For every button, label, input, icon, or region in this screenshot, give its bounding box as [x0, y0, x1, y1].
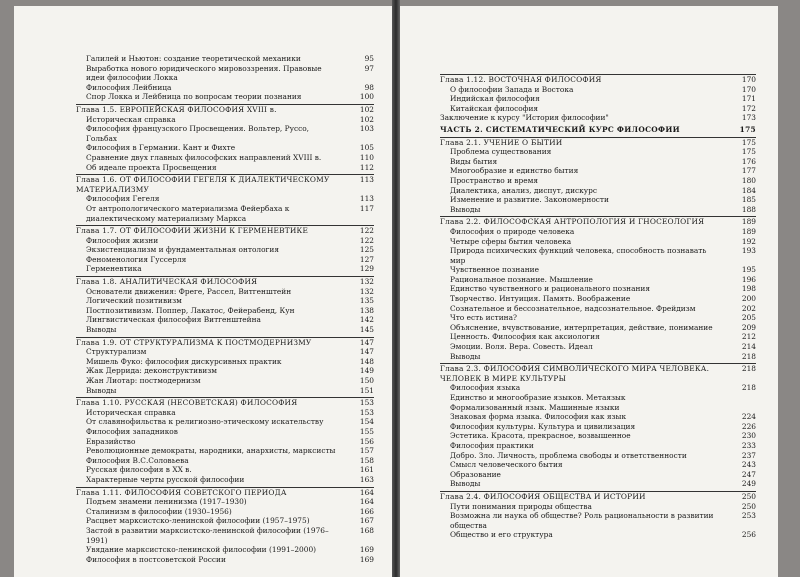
toc-entry [440, 94, 756, 104]
toc-chapter-entry [440, 137, 756, 148]
toc-entry [76, 296, 374, 306]
toc-entry-title: Знаковая форма языка. Философия как язык [450, 412, 627, 422]
toc-entry-title: Подъем знамени ленинизма (1917–1930) [86, 497, 247, 507]
toc-entry-page-number: 168 [359, 525, 374, 535]
toc-entry-page-number: 189 [741, 226, 756, 236]
toc-entry-title: От славянофильства к религиозно-этическому искательству [86, 417, 324, 427]
toc-entry [440, 294, 756, 304]
toc-entry [440, 284, 756, 294]
toc-entry-page-number: 150 [359, 376, 374, 385]
toc-entry-page-number: 102 [359, 114, 374, 124]
toc-entry [76, 325, 374, 335]
toc-entry-page-number: 250 [741, 491, 756, 501]
toc-entry [76, 255, 374, 265]
toc-chapter-entry [440, 491, 756, 502]
toc-entry-page-number: 233 [741, 440, 756, 450]
toc-entry [440, 393, 756, 403]
toc-entry-title: Глава 1.9. ОТ СТРУКТУРАЛИЗМА К ПОСТМОДЕРНИЗМУ [76, 337, 312, 347]
toc-entry-page-number: 180 [741, 175, 756, 185]
toc-chapter-entry [440, 363, 756, 383]
toc-entry-page-number: 161 [359, 465, 374, 475]
toc-entry-page-number: 249 [741, 479, 756, 489]
toc-entry-title: Смысл человеческого бытия [450, 460, 563, 470]
toc-entry-page-number: 177 [741, 166, 756, 176]
toc-entry [440, 431, 756, 441]
toc-entry [440, 451, 756, 461]
toc-entry-page-number: 185 [741, 195, 756, 205]
toc-entry-page-number: 147 [359, 337, 374, 347]
toc-entry-title: Революционные демократы, народники, анархисты, марксисты [86, 446, 336, 456]
toc-entry-title: Выводы [450, 351, 481, 361]
toc-entry-title: Глава 1.11. ФИЛОСОФИЯ СОВЕТСКОГО ПЕРИОДА [76, 487, 287, 497]
toc-entry [440, 502, 756, 512]
toc-entry-page-number: 196 [741, 274, 756, 284]
toc-entry-title: Сталинизм в философии (1930–1956) [86, 506, 232, 516]
toc-entry-page-number: 155 [359, 426, 374, 436]
toc-entry-page-number: 156 [359, 436, 374, 446]
toc-entry-title: Глава 2.1. УЧЕНИЕ О БЫТИИ [440, 137, 563, 147]
toc-entry [76, 545, 374, 555]
toc-entry-title: Добро. Зло. Личность, проблема свободы и ответственности [450, 450, 687, 460]
toc-entry-page-number: 184 [741, 185, 756, 195]
toc-entry-title: Об идеале проекта Просвещения [86, 162, 217, 172]
toc-entry-page-number: 166 [359, 506, 374, 516]
toc-entry-title: Галилей и Ньютон: создание теоретической механики [86, 54, 301, 63]
toc-entry [76, 437, 374, 447]
toc-entry [440, 441, 756, 451]
toc-entry-title: Жан Лиотар: постмодернизм [86, 376, 201, 385]
toc-entry-page-number: 175 [741, 137, 756, 147]
toc-entry-page-number: 202 [741, 303, 756, 313]
toc-entry [440, 342, 756, 352]
toc-chapter-entry [76, 225, 374, 236]
toc-entry-title: Единство и многообразие языков. Метаязык [450, 393, 626, 402]
toc-entry [76, 153, 374, 163]
toc-entry-page-number: 138 [359, 305, 374, 315]
toc-entry-title: Философия культуры. Культура и цивилизация [450, 421, 636, 431]
toc-entry-page-number: 147 [359, 347, 374, 357]
toc-chapter-entry [76, 104, 374, 115]
toc-entry-page-number: 151 [359, 385, 374, 395]
toc-entry [76, 366, 374, 376]
toc-entry-title: Природа психических функций человека, способность познавать мир [450, 246, 707, 265]
book-spine [392, 0, 400, 577]
toc-entry-page-number: 113 [359, 175, 374, 185]
toc-entry-title: Сознательное и бессознательное, надсознательное. Фрейдизм [450, 303, 696, 313]
toc-entry-title: Философия в Германии. Кант и Фихте [86, 143, 236, 153]
toc-entry [76, 236, 374, 246]
toc-entry [440, 412, 756, 422]
toc-entry-page-number: 117 [359, 203, 374, 213]
toc-entry-title: Жак Деррида: деконструктивизм [86, 366, 217, 376]
toc-entry [440, 479, 756, 489]
toc-entry-title: Застой в развитии марксистско-ленинской философии (1976–1991) [86, 525, 329, 545]
toc-entry-page-number: 198 [741, 284, 756, 294]
toc-entry-page-number: 103 [359, 124, 374, 134]
toc-entry-page-number: 97 [364, 63, 374, 73]
toc-entry-page-number: 95 [364, 54, 374, 63]
toc-entry-title: Что есть истина? [450, 313, 517, 323]
toc-entry [440, 166, 756, 176]
toc-entry [440, 332, 756, 342]
toc-entry [440, 195, 756, 205]
toc-entry [440, 176, 756, 186]
toc-entry-page-number: 105 [359, 143, 374, 153]
toc-entry-title: Глава 2.4. ФИЛОСОФИЯ ОБЩЕСТВА И ИСТОРИИ [440, 491, 646, 501]
toc-entry-page-number: 122 [359, 226, 374, 236]
toc-entry-title: Глава 2.3. ФИЛОСОФИЯ СИМВОЛИЧЕСКОГО МИРА ЧЕЛОВЕКА. ЧЕЛОВЕК В МИРЕ КУЛЬТУРЫ [440, 364, 710, 383]
toc-chapter-entry [440, 216, 756, 227]
toc-entry-page-number: 247 [741, 469, 756, 479]
toc-entry-page-number: 256 [741, 530, 756, 540]
toc-entry-title: Философия Лейбница [86, 82, 172, 92]
toc-entry-title: Структурализм [86, 347, 147, 357]
toc-chapter-entry [76, 276, 374, 287]
toc-entry-title: Логический позитивизм [86, 296, 182, 306]
toc-entry-title: Постпозитивизм. Поппер, Лакатос, Фейерабенд, Кун [86, 305, 295, 315]
toc-entry-page-number: 226 [741, 421, 756, 431]
toc-entry-title: Заключение к курсу "История философии" [440, 113, 609, 123]
toc-entry-title: Глава 1.8. АНАЛИТИЧЕСКАЯ ФИЛОСОФИЯ [76, 277, 258, 287]
toc-entry-page-number: 218 [741, 351, 756, 361]
toc-entry-page-number: 167 [359, 516, 374, 526]
toc-entry [76, 526, 374, 545]
toc-chapter-entry [76, 487, 374, 498]
toc-entry-page-number: 102 [359, 104, 374, 114]
toc-entry-page-number: 129 [359, 264, 374, 274]
toc-entry [440, 113, 756, 123]
toc-entry-page-number: 212 [741, 332, 756, 342]
toc-entry-title: Творчество. Интуиция. Память. Воображение [450, 294, 631, 304]
toc-entry [440, 275, 756, 285]
toc-entry-page-number: 250 [741, 501, 756, 511]
toc-entry-title: Пространство и время [450, 175, 539, 185]
toc-entry-page-number: 153 [359, 398, 374, 408]
toc-entry-title: Основатели движения: Фреге, Рассел, Витгенштейн [86, 286, 292, 296]
toc-entry [440, 227, 756, 237]
toc-entry-page-number: 188 [741, 204, 756, 214]
toc-entry [440, 352, 756, 362]
toc-entry-title: Индийская философия [450, 94, 540, 104]
toc-entry-title: О философии Запада и Востока [450, 84, 574, 94]
toc-entry [76, 287, 374, 297]
toc-entry [76, 245, 374, 255]
toc-entry-title: Философия практики [450, 440, 534, 450]
toc-entry [76, 386, 374, 396]
toc-entry-title: Эстетика. Красота, прекрасное, возвышенное [450, 431, 631, 441]
toc-entry-page-number: 172 [741, 103, 756, 113]
toc-entry [76, 408, 374, 418]
left-page [14, 6, 392, 577]
toc-entry [440, 205, 756, 215]
toc-entry-page-number: 125 [359, 245, 374, 255]
toc-entry-title: Диалектика, анализ, диспут, дискурс [450, 185, 597, 195]
toc-entry-page-number: 170 [741, 75, 756, 84]
toc-entry-page-number: 214 [741, 342, 756, 352]
toc-entry-page-number: 169 [359, 545, 374, 555]
toc-entry-page-number: 176 [741, 156, 756, 166]
toc-entry [440, 460, 756, 470]
toc-entry [440, 422, 756, 432]
toc-entry-title: Увядание марксистско-ленинской философии (1991–2000) [86, 545, 317, 555]
toc-entry-title: От антропологического материализма Фейербаха к диалектическому материализму Маркса [86, 203, 290, 223]
toc-entry [76, 456, 374, 466]
toc-entry [76, 475, 374, 485]
toc-entry [76, 264, 374, 274]
toc-entry-title: Философия языка [450, 383, 521, 393]
toc-entry [440, 511, 756, 530]
toc-entry [440, 237, 756, 247]
toc-entry-page-number: 171 [741, 94, 756, 104]
toc-entry [76, 92, 374, 102]
toc-entry [76, 555, 374, 565]
toc-entry-page-number: 100 [359, 92, 374, 102]
toc-entry-page-number: 243 [741, 460, 756, 470]
toc-entry-title: Четыре сферы бытия человека [450, 236, 572, 246]
toc-entry-title: Выработка нового юридического мировоззрения. Правовые идеи философии Локка [86, 63, 322, 83]
toc-entry-title: Сравнение двух главных философских направлений XVIII в. [86, 152, 322, 162]
toc-entry-page-number: 164 [359, 497, 374, 507]
toc-chapter-entry [76, 174, 374, 194]
toc-entry [440, 246, 756, 265]
toc-entry [440, 383, 756, 393]
toc-entry-page-number: 148 [359, 356, 374, 366]
toc-entry-page-number: 175 [739, 124, 756, 134]
toc-entry-title: Виды бытия [450, 156, 498, 166]
toc-entry [440, 157, 756, 167]
toc-entry-title: Эмоции. Воля. Вера. Совесть. Идеал [450, 342, 593, 352]
toc-entry [76, 347, 374, 357]
toc-entry-page-number: 173 [741, 113, 756, 123]
right-page [400, 6, 778, 577]
toc-entry-page-number: 195 [741, 265, 756, 275]
toc-entry [76, 54, 374, 64]
toc-entry-title: Изменение и развитие. Закономерности [450, 195, 609, 205]
toc-entry-title: Рациональное познание. Мышление [450, 274, 593, 284]
toc-entry-title: Философия французского Просвещения. Вольтер, Руссо, Гольбах [86, 124, 310, 143]
toc-entry-title: Глава 1.12. ВОСТОЧНАЯ ФИЛОСОФИЯ [440, 75, 602, 84]
toc-entry-title: Единство чувственного и рационального познания [450, 284, 651, 294]
toc-entry [76, 163, 374, 173]
toc-entry-page-number: 175 [741, 147, 756, 157]
toc-entry [76, 124, 374, 143]
toc-entry-title: Проблема существования [450, 147, 552, 157]
toc-entry-page-number: 205 [741, 313, 756, 323]
toc-chapter-entry [440, 74, 756, 85]
toc-entry-title: Характерные черты русской философии [86, 474, 245, 484]
toc-entry-title: Образование [450, 469, 501, 479]
toc-entry [76, 64, 374, 83]
toc-entry-page-number: 112 [359, 162, 374, 172]
toc-entry-title: Русская философия в XX в. [86, 465, 192, 475]
toc-entry [76, 315, 374, 325]
toc-part-entry [440, 125, 756, 135]
toc-entry [440, 530, 756, 540]
toc-entry-page-number: 253 [741, 511, 756, 521]
toc-entry-page-number: 189 [741, 217, 756, 227]
toc-entry [76, 204, 374, 223]
toc-entry-page-number: 135 [359, 296, 374, 306]
toc-entry-title: Глава 1.5. ЕВРОПЕЙСКАЯ ФИЛОСОФИЯ XVIII в. [76, 104, 277, 114]
toc-entry-page-number: 192 [741, 236, 756, 246]
toc-entry [440, 323, 756, 333]
toc-entry [76, 446, 374, 456]
toc-entry-page-number: 154 [359, 417, 374, 427]
toc-entry-page-number: 170 [741, 84, 756, 94]
toc-entry-page-number: 110 [359, 152, 374, 162]
toc-entry [440, 147, 756, 157]
toc-entry [440, 313, 756, 323]
toc-entry-title: Глава 1.10. РУССКАЯ (НЕСОВЕТСКАЯ) ФИЛОСОФИЯ [76, 398, 298, 408]
toc-entry-page-number: 169 [359, 554, 374, 564]
toc-entry [440, 265, 756, 275]
toc-entry-page-number: 164 [359, 487, 374, 497]
toc-entry-title: Философия западников [86, 426, 178, 436]
toc-entry-title: Ценность. Философия как аксиология [450, 332, 600, 342]
toc-chapter-entry [76, 397, 374, 408]
toc-entry-title: Выводы [450, 479, 481, 489]
toc-entry-title: Расцвет марксистско-ленинской философии (1957–1975) [86, 516, 310, 526]
toc-entry-page-number: 163 [359, 474, 374, 484]
toc-entry-title: Философия жизни [86, 235, 159, 245]
toc-entry-page-number: 127 [359, 254, 374, 264]
toc-entry-title: Экзистенциализм и фундаментальная онтология [86, 245, 280, 255]
toc-entry [76, 417, 374, 427]
toc-entry-title: Спор Локка и Лейбница по вопросам теории познания [86, 92, 302, 102]
toc-right [440, 74, 756, 540]
toc-entry-page-number: 157 [359, 446, 374, 456]
toc-entry [440, 304, 756, 314]
toc-entry [440, 470, 756, 480]
toc-entry [76, 83, 374, 93]
toc-entry-title: Философия В.С.Соловьева [86, 455, 189, 465]
toc-entry-title: Глава 1.7. ОТ ФИЛОСОФИИ ЖИЗНИ К ГЕРМЕНЕВТИКЕ [76, 226, 309, 236]
toc-entry [76, 507, 374, 517]
toc-entry [76, 115, 374, 125]
toc-entry [76, 497, 374, 507]
toc-entry-title: Чувственное познание [450, 265, 539, 275]
toc-entry-title: ЧАСТЬ 2. СИСТЕМАТИЧЕСКИЙ КУРС ФИЛОСОФИИ [440, 124, 680, 134]
toc-entry-page-number: 122 [359, 235, 374, 245]
toc-left [76, 54, 374, 564]
toc-entry-page-number: 153 [359, 407, 374, 417]
toc-entry-page-number: 224 [741, 412, 756, 422]
toc-entry [76, 306, 374, 316]
toc-entry [440, 186, 756, 196]
toc-entry-page-number: 142 [359, 315, 374, 325]
toc-entry-title: Глава 1.6. ОТ ФИЛОСОФИИ ГЕГЕЛЯ К ДИАЛЕКТИЧЕСКОМУ МАТЕРИАЛИЗМУ [76, 175, 330, 194]
toc-chapter-entry [76, 337, 374, 348]
toc-entry-title: Герменевтика [86, 264, 142, 274]
toc-entry-title: Философия Гегеля [86, 194, 160, 204]
toc-entry-page-number: 218 [741, 383, 756, 393]
toc-entry-title: Философия о природе человека [450, 226, 575, 236]
toc-entry [76, 376, 374, 386]
toc-entry-title: Евразийство [86, 436, 136, 446]
toc-entry [76, 516, 374, 526]
toc-entry-title: Пути понимания природы общества [450, 501, 592, 511]
toc-entry-title: Выводы [86, 385, 117, 395]
toc-entry-page-number: 200 [741, 294, 756, 304]
toc-entry-title: Объяснение, вчувствование, интерпретация, действие, понимание [450, 322, 713, 332]
toc-entry-title: Мишель Фуко: философия дискурсивных практик [86, 356, 282, 366]
toc-entry [76, 427, 374, 437]
toc-entry-title: Общество и его структура [450, 530, 553, 540]
toc-entry-page-number: 230 [741, 431, 756, 441]
toc-entry-title: Историческая справка [86, 114, 176, 124]
toc-entry-title: Выводы [86, 325, 117, 335]
toc-entry [76, 143, 374, 153]
toc-entry-title: Феноменология Гуссерля [86, 254, 187, 264]
toc-entry [440, 85, 756, 95]
toc-entry-title: Возможна ли наука об обществе? Роль рациональности в развитии общества [450, 511, 714, 530]
toc-entry-page-number: 237 [741, 450, 756, 460]
toc-entry-title: Китайская философия [450, 103, 539, 113]
toc-entry-title: Историческая справка [86, 407, 176, 417]
toc-entry-page-number: 132 [359, 286, 374, 296]
toc-entry [440, 403, 756, 413]
toc-entry [76, 357, 374, 367]
toc-entry [76, 465, 374, 475]
toc-entry-page-number: 98 [364, 82, 374, 92]
toc-entry-title: Глава 2.2. ФИЛОСОФСКАЯ АНТРОПОЛОГИЯ И ГНОСЕОЛОГИЯ [440, 217, 705, 227]
toc-entry-page-number: 149 [359, 366, 374, 376]
toc-entry [76, 194, 374, 204]
toc-entry-page-number: 113 [359, 194, 374, 204]
toc-entry-page-number: 218 [741, 364, 756, 374]
toc-entry-title: Лингвистическая философия Витгенштейна [86, 315, 261, 325]
toc-entry-page-number: 132 [359, 277, 374, 287]
toc-entry-page-number: 158 [359, 455, 374, 465]
toc-entry [440, 104, 756, 114]
toc-entry-title: Многообразие и единство бытия [450, 166, 579, 176]
toc-entry-title: Философия в постсоветской России [86, 554, 226, 564]
toc-entry-page-number: 193 [741, 246, 756, 256]
toc-entry-title: Формализованный язык. Машинные языки [450, 402, 620, 412]
toc-entry-title: Выводы [450, 204, 481, 214]
toc-entry-page-number: 145 [359, 325, 374, 335]
toc-entry-page-number: 209 [741, 322, 756, 332]
